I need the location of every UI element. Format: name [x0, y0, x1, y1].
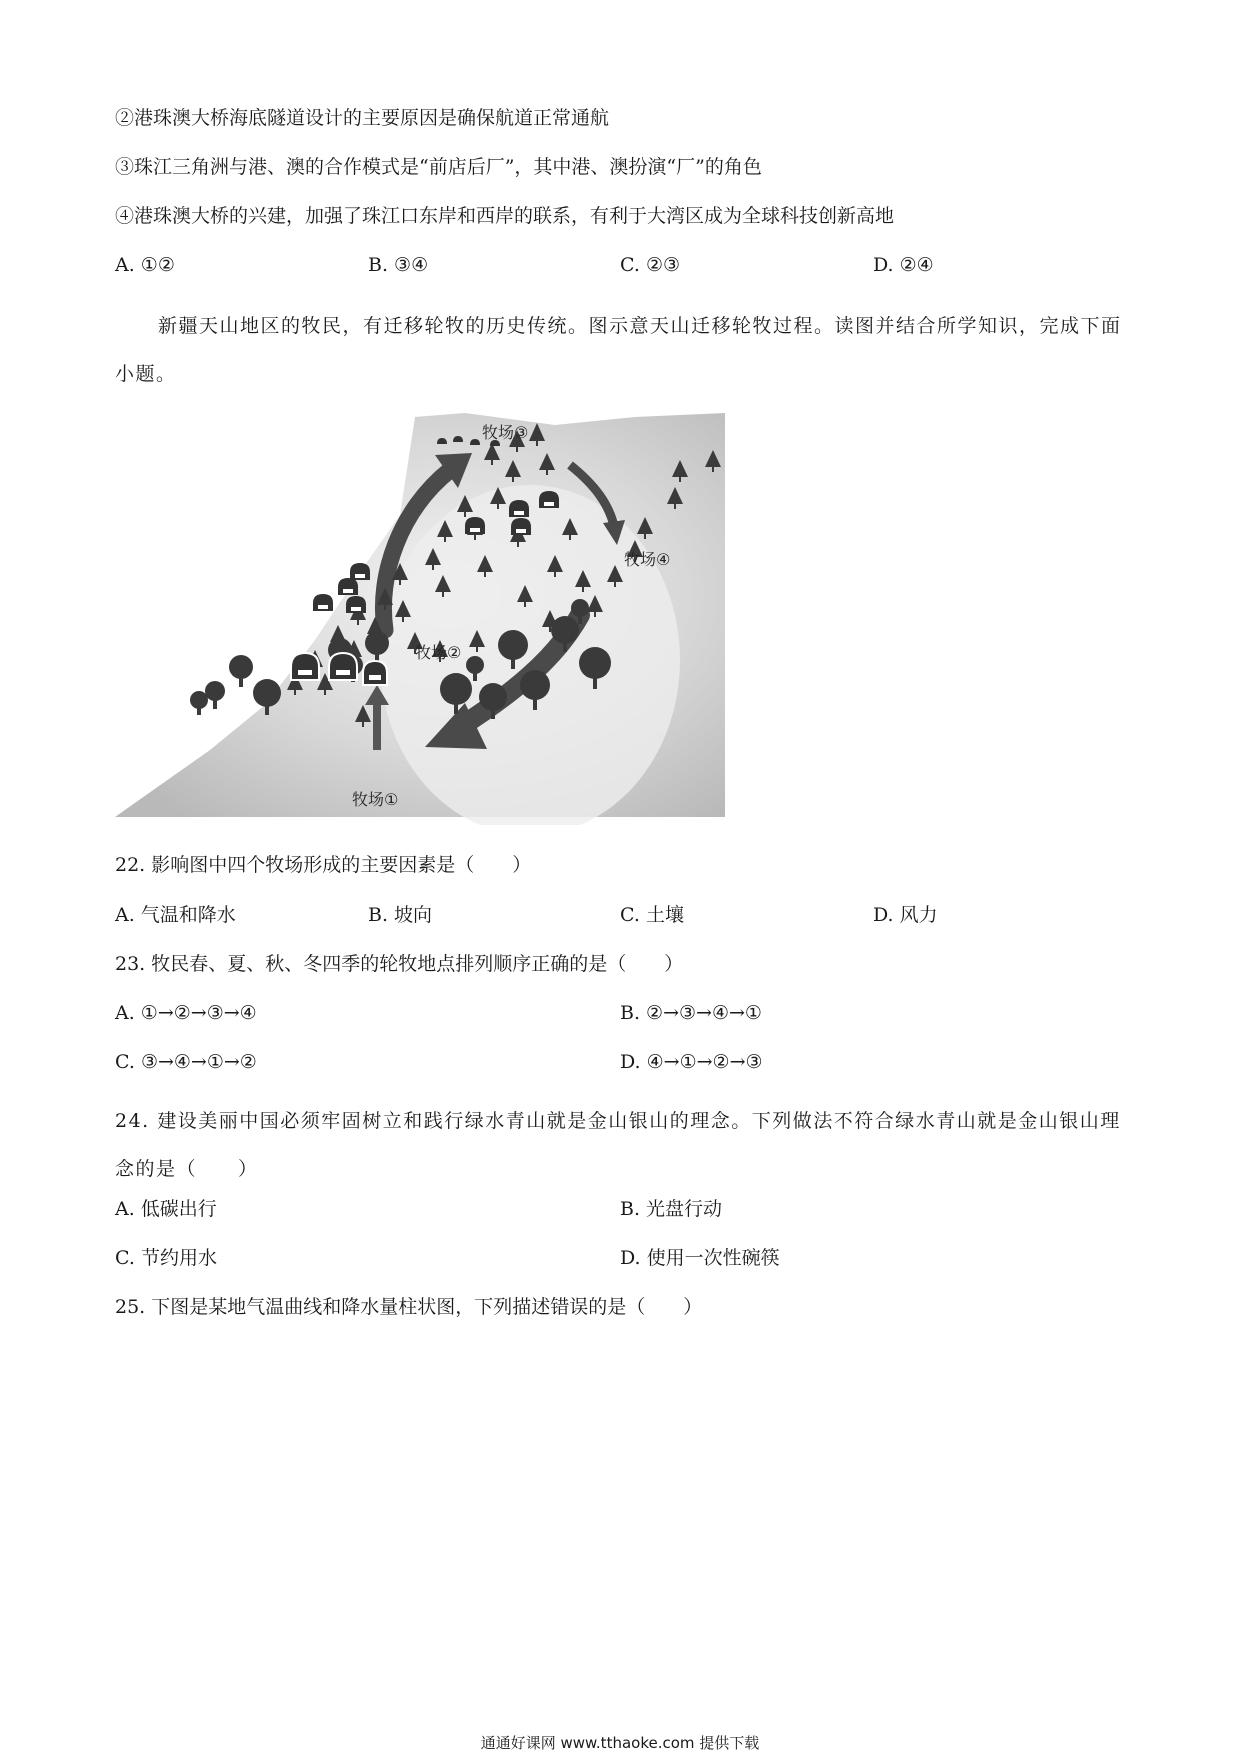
footer-source: 通通好课网 www.tthaoke.com 提供下载	[480, 1734, 760, 1752]
q23-option-b: B. ②→③→④→①	[620, 1002, 762, 1024]
q25-stem: 25. 下图是某地气温曲线和降水量柱状图，下列描述错误的是（ ）	[115, 1296, 703, 1318]
statement-4: ④港珠澳大桥的兴建，加强了珠江口东岸和西岸的联系，有利于大湾区成为全球科技创新高地	[115, 205, 895, 227]
q24-option-c: C. 节约用水	[115, 1247, 217, 1269]
tianshan-transhumance-figure	[115, 405, 730, 825]
q22-option-b: B. 坡向	[368, 904, 433, 926]
statement-2: ②港珠澳大桥海底隧道设计的主要原因是确保航道正常通航	[115, 107, 610, 129]
q22-stem: 22. 影响图中四个牧场形成的主要因素是（ ）	[115, 854, 532, 876]
label-pasture-2: 牧场②	[415, 643, 462, 662]
q22-option-d: D. 风力	[873, 904, 938, 926]
q24-stem: 24. 建设美丽中国必须牢固树立和践行绿水青山就是金山银山的理念。下列做法不符合绿水青山就是金山银山理念的是（ ）	[115, 1110, 1121, 1180]
q24-option-b: B. 光盘行动	[620, 1198, 723, 1220]
intro-paragraph: 新疆天山地区的牧民，有迁移轮牧的历史传统。图示意天山迁移轮牧过程。读图并结合所学知识，完成下面小题。	[115, 315, 1122, 385]
label-pasture-3: 牧场③	[482, 423, 529, 442]
q23-option-d: D. ④→①→②→③	[620, 1051, 763, 1073]
label-pasture-4: 牧场④	[624, 550, 671, 569]
q24-option-a: A. 低碳出行	[115, 1198, 217, 1220]
q21-option-b: B. ③④	[368, 254, 429, 276]
statement-3: ③珠江三角洲与港、澳的合作模式是“前店后厂”，其中港、澳扮演“厂”的角色	[115, 156, 762, 178]
q23-stem: 23. 牧民春、夏、秋、冬四季的轮牧地点排列顺序正确的是（ ）	[115, 953, 684, 975]
q23-option-c: C. ③→④→①→②	[115, 1051, 257, 1073]
q22-option-c: C. 土壤	[620, 904, 684, 926]
q21-option-a: A. ①②	[115, 254, 175, 276]
q21-option-c: C. ②③	[620, 254, 681, 276]
q24-option-d: D. 使用一次性碗筷	[620, 1247, 780, 1269]
q23-option-a: A. ①→②→③→④	[115, 1002, 257, 1024]
label-pasture-1: 牧场①	[352, 790, 399, 809]
q21-option-d: D. ②④	[873, 254, 934, 276]
q22-option-a: A. 气温和降水	[115, 904, 236, 926]
